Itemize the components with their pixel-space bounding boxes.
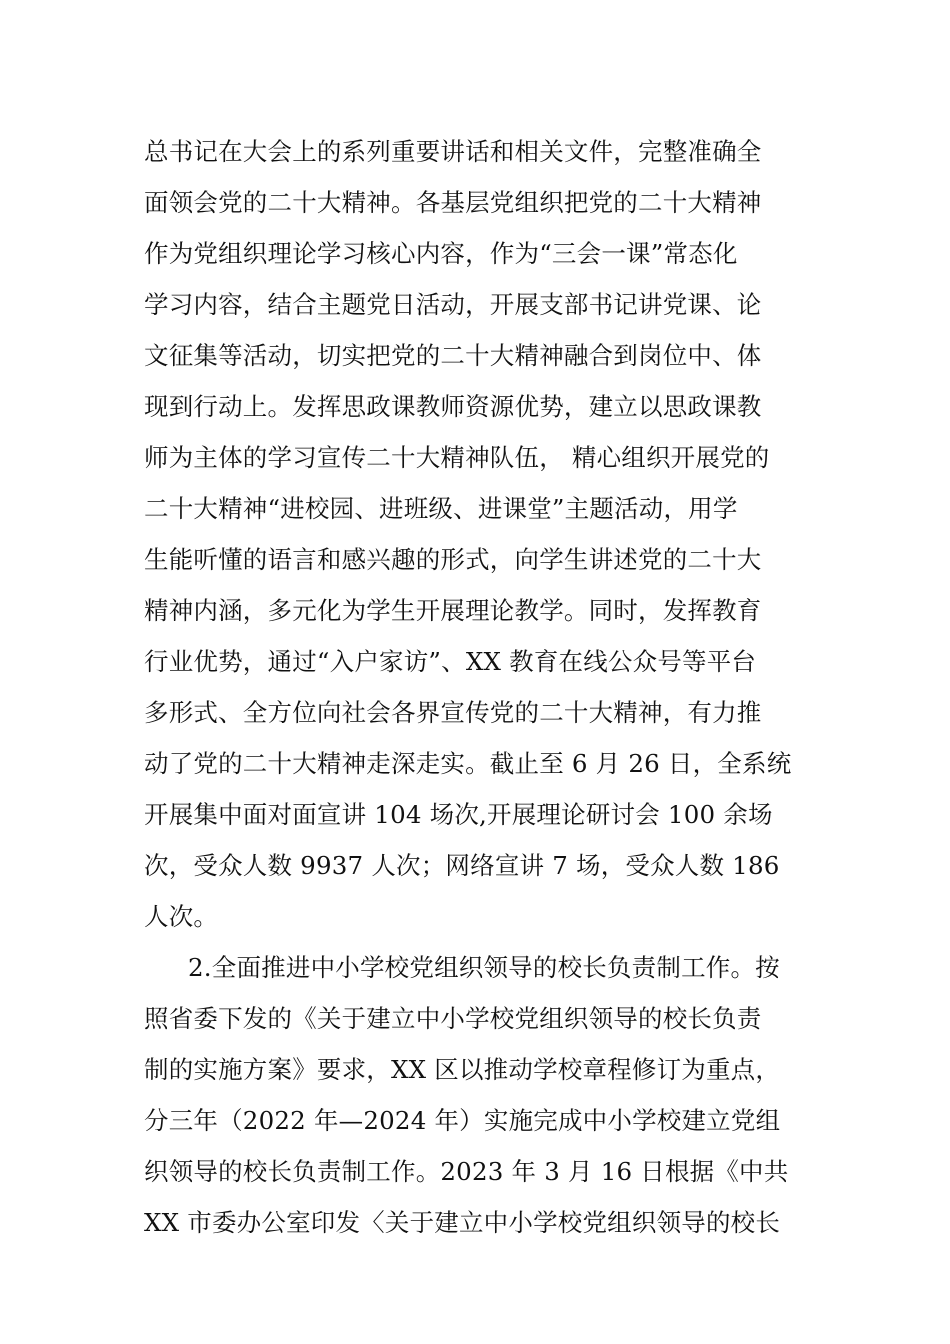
text-line: XX 市委办公室印发〈关于建立中小学校党组织领导的校长 xyxy=(144,1208,781,1237)
text-line: 现到行动上。发挥思政课教师资源优势，建立以思政课教 xyxy=(144,392,762,421)
text-line: 人次。 xyxy=(144,902,219,931)
text-line: 二十大精神“进校园、进班级、进课堂”主题活动，用学 xyxy=(144,494,738,523)
paragraph-heading-line: 2.全面推进中小学校党组织领导的校长负责制工作。按 xyxy=(188,953,780,982)
text-line: 面领会党的二十大精神。各基层党组织把党的二十大精神 xyxy=(144,188,762,217)
text-line: 次，受众人数 9937 人次；网络宣讲 7 场，受众人数 186 xyxy=(144,851,780,880)
text-line: 分三年（2022 年—2024 年）实施完成中小学校建立党组 xyxy=(144,1106,781,1135)
text-line: 多形式、全方位向社会各界宣传党的二十大精神，有力推 xyxy=(144,698,762,727)
text-line: 照省委下发的《关于建立中小学校党组织领导的校长负责 xyxy=(144,1004,762,1033)
text-line: 总书记在大会上的系列重要讲话和相关文件，完整准确全 xyxy=(144,137,762,166)
text-line: 精神内涵，多元化为学生开展理论教学。同时，发挥教育 xyxy=(144,596,762,625)
text-line: 文征集等活动，切实把党的二十大精神融合到岗位中、体 xyxy=(144,341,762,370)
text-line: 生能听懂的语言和感兴趣的形式，向学生讲述党的二十大 xyxy=(144,545,762,574)
text-line: 学习内容，结合主题党日活动，开展支部书记讲党课、论 xyxy=(144,290,762,319)
text-line: 作为党组织理论学习核心内容，作为“三会一课”常态化 xyxy=(144,239,738,268)
text-line: 行业优势，通过“入户家访”、XX 教育在线公众号等平台 xyxy=(144,647,757,676)
text-line: 织领导的校长负责制工作。2023 年 3 月 16 日根据《中共 xyxy=(144,1157,789,1186)
text-line: 动了党的二十大精神走深走实。截止至 6 月 26 日，全系统 xyxy=(144,749,792,778)
document-body xyxy=(144,126,824,1248)
text-line: 开展集中面对面宣讲 104 场次,开展理论研讨会 100 余场 xyxy=(144,800,773,829)
text-line: 制的实施方案》要求，XX 区以推动学校章程修订为重点， xyxy=(144,1055,781,1084)
text-line: 师为主体的学习宣传二十大精神队伍， 精心组织开展党的 xyxy=(144,443,770,472)
